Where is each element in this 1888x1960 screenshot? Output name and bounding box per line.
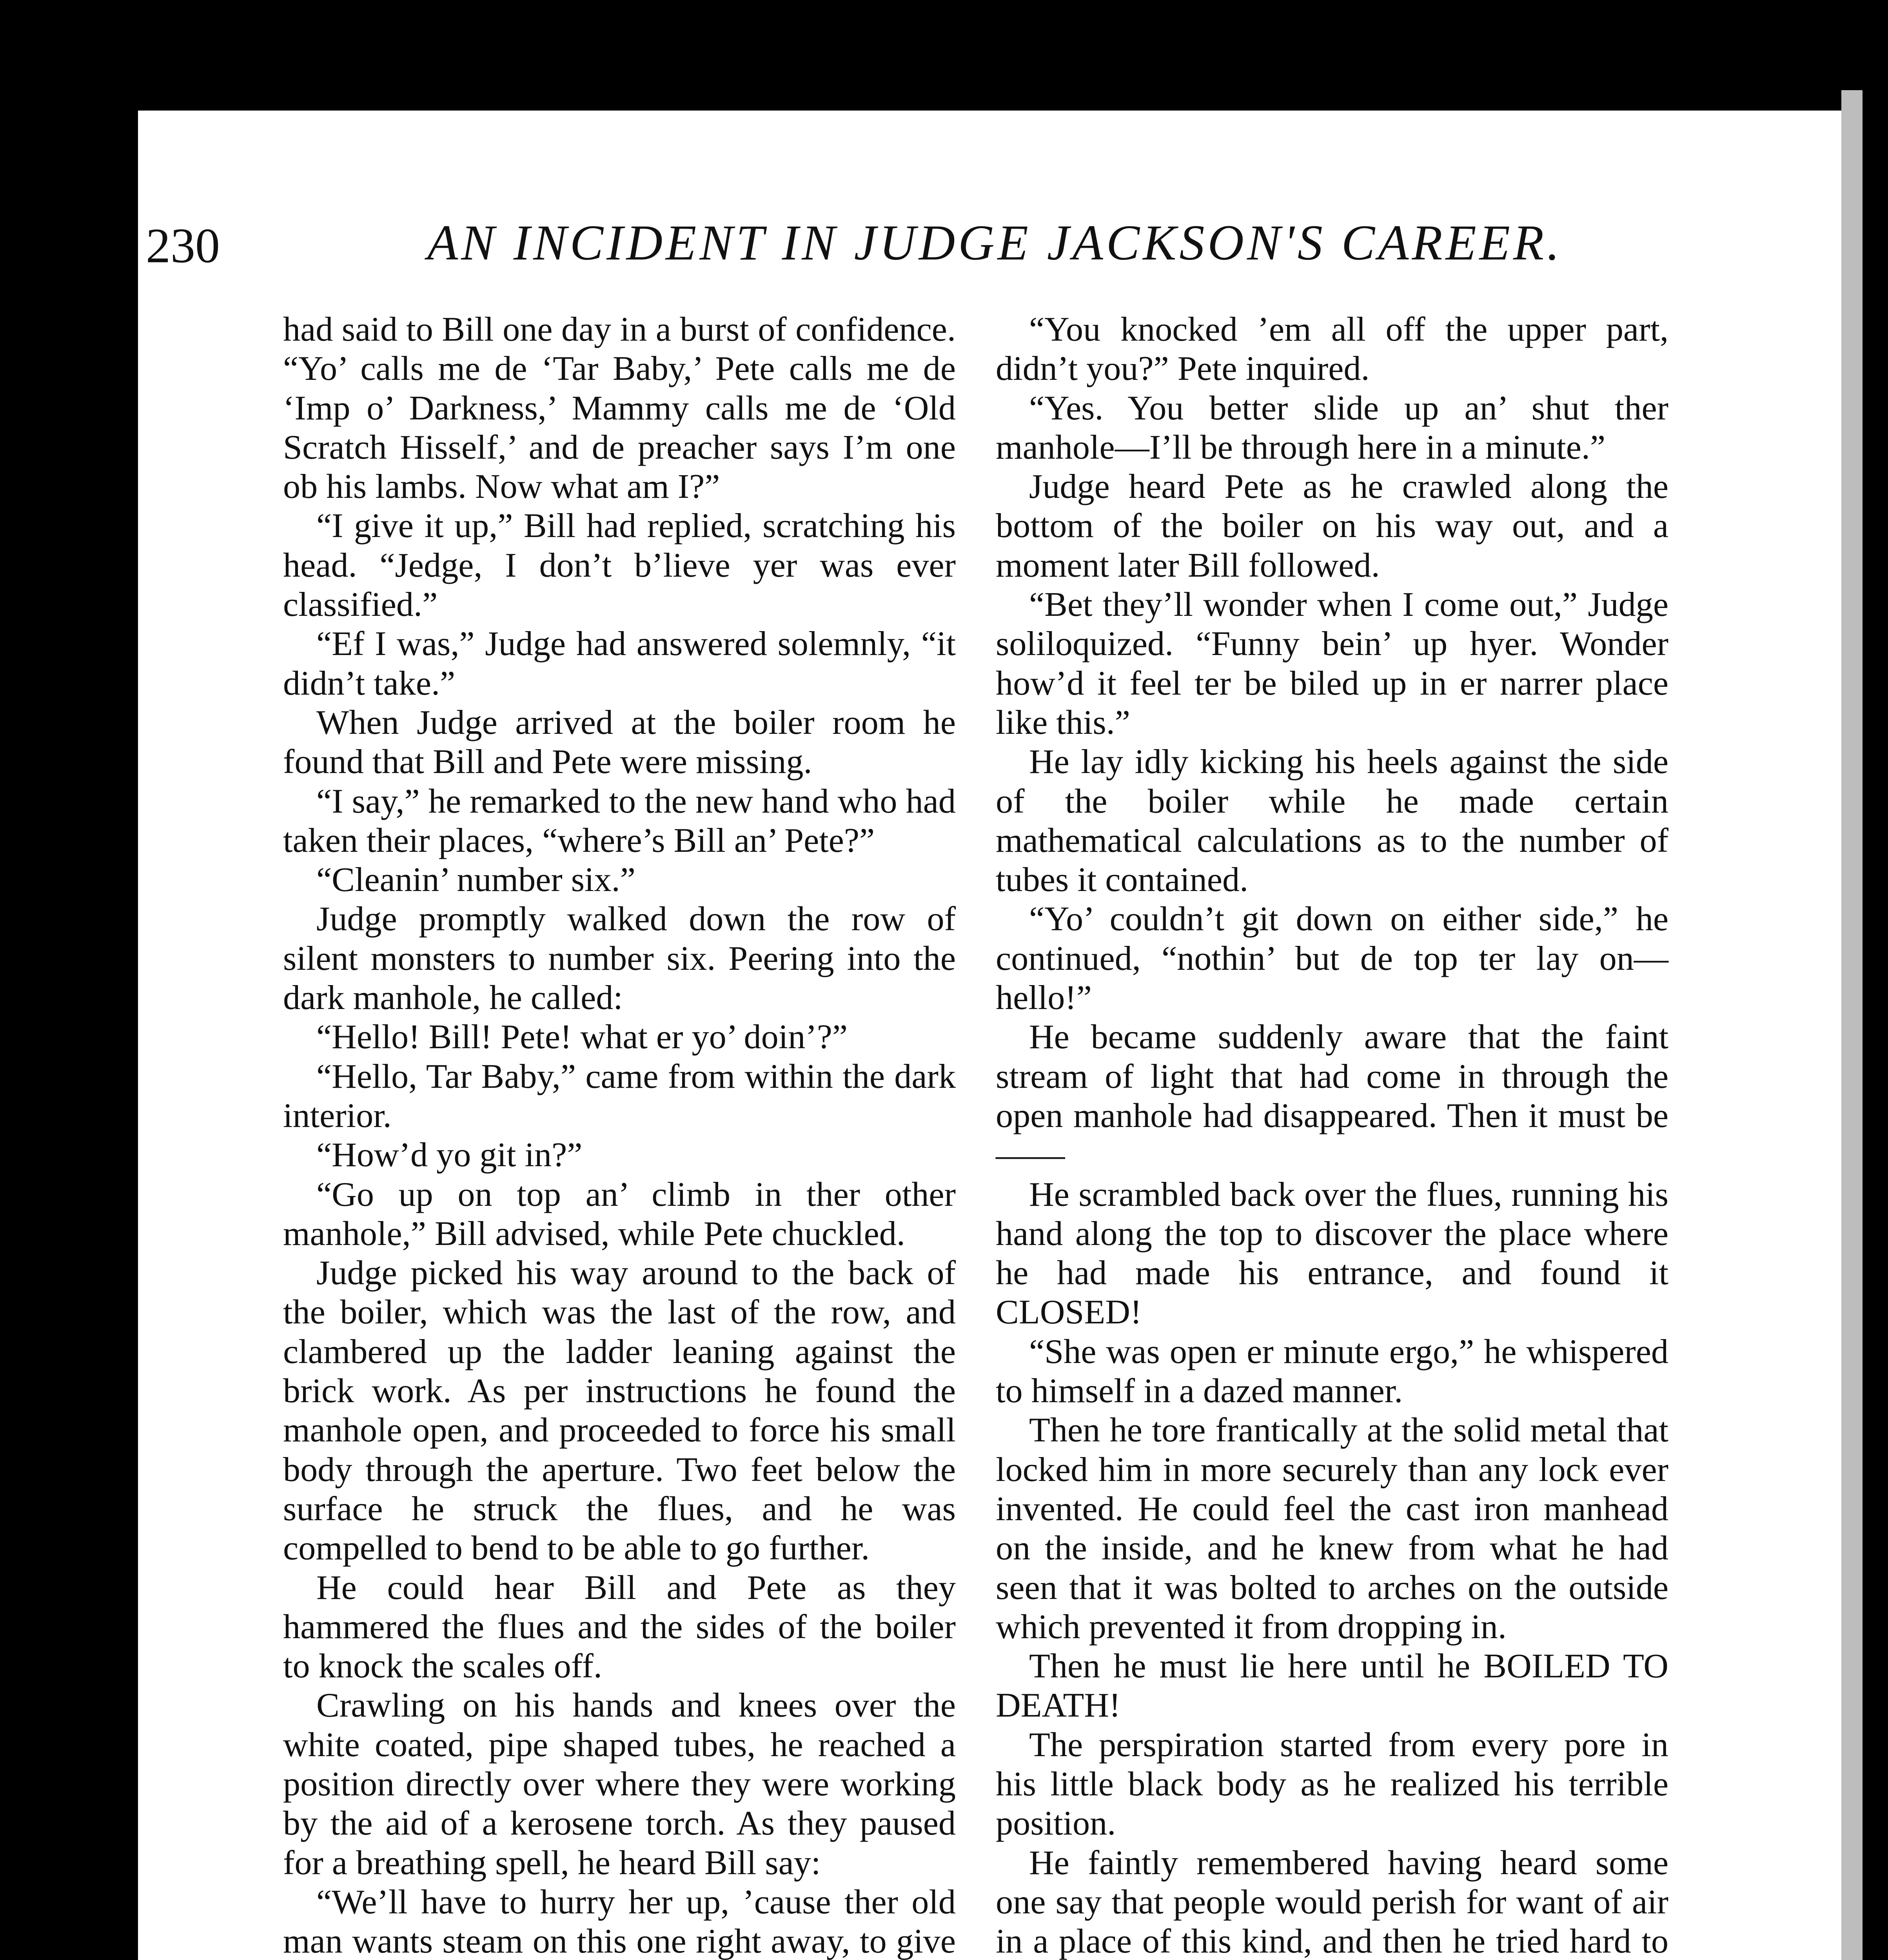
paragraph: “I give it up,” Bill had replied, scratching his head. “Jedge, I don’t b’lieve yer was ever classified.”	[283, 506, 956, 624]
paragraph: “How’d yo git in?”	[316, 1136, 583, 1174]
paragraph: “Ef I was,” Judge had answered solemnly, “it didn’t take.”	[283, 624, 956, 702]
paragraph: He faintly remembered having heard some one say that people would perish for want of air in a place of this kind, and then he tried hard to	[996, 1843, 1668, 1960]
paragraph: “Bet they’ll wonder when I come out,” Judge soliloquized. “Funny bein’ up hyer. Wonder how’d it feel ter be biled up in er narrer place like this.”	[996, 585, 1668, 742]
paragraph: Crawling on his hands and knees over the white coated, pipe shaped tubes, he reached a position directly over where they were working by the aid of a kerosene torch. As they paused for a breathing spell, he heard Bill say:	[283, 1686, 956, 1882]
paragraph: “I say,” he remarked to the new hand who had taken their places, “where’s Bill an’ Pete?”	[283, 782, 956, 860]
page-number: 230	[146, 219, 220, 273]
paragraph: “Cleanin’ number six.”	[316, 860, 635, 899]
paragraph: “We’ll have to hurry her up, ’cause ther old man wants steam on this one right away, to give	[283, 1882, 956, 1960]
paragraph: When Judge arrived at the boiler room he found that Bill and Pete were missing.	[283, 703, 956, 781]
paragraph: Judge heard Pete as he crawled along the bottom of the boiler on his way out, and a moment later Bill followed.	[996, 467, 1668, 584]
left-column	[283, 310, 956, 1960]
paragraph: Then he must lie here until he BOILED TO DEATH!	[996, 1647, 1668, 1725]
paragraph: He could hear Bill and Pete as they hammered the flues and the sides of the boiler to knock the scales off.	[283, 1568, 956, 1686]
paragraph: Then he tore frantically at the solid metal that locked him in more securely than any lock ever invented. He could feel the cast iron manhead on the inside, and he knew from what he had seen that it was bolted to arches on the outside which prevented it from dropping in.	[996, 1411, 1668, 1646]
paragraph: Judge promptly walked down the row of silent monsters to number six. Peering into the dark manhole, he called:	[283, 900, 956, 1017]
paragraph: He lay idly kicking his heels against the side of the boiler while he made certain mathematical calculations as to the number of tubes it contained.	[996, 742, 1668, 899]
paragraph: “Hello! Bill! Pete! what er yo’ doin’?”	[316, 1018, 848, 1056]
paragraph: “You knocked ’em all off the upper part, didn’t you?” Pete inquired.	[996, 310, 1668, 388]
paragraph: “Hello, Tar Baby,” came from within the dark interior.	[283, 1057, 956, 1135]
right-column	[996, 310, 1668, 1960]
paragraph: had said to Bill one day in a burst of confidence. “Yo’ calls me de ‘Tar Baby,’ Pete calls me de ‘Imp o’ Darkness,’ Mammy calls me de ‘Old Scratch Hisself,’ and de preacher says I’m one ob his lambs. Now what am I?”	[283, 310, 956, 506]
paragraph: “Yes. You better slide up an’ shut ther manhole—I’ll be through here in a minute.”	[996, 388, 1668, 466]
running-title: AN INCIDENT IN JUDGE JACKSON'S CAREER.	[427, 215, 1563, 270]
page-edge	[1841, 90, 1863, 1960]
paragraph: Judge picked his way around to the back of the boiler, which was the last of the row, and clambered up the ladder leaning against the brick work. As per instructions he found the manhole open, and proceeded to force his small body through the aperture. Two feet below the surface he struck the flues, and he was compelled to bend to be able to go further.	[283, 1254, 956, 1568]
paragraph: The perspiration started from every pore in his little black body as he realized his terrible position.	[996, 1725, 1668, 1843]
paragraph: He became suddenly aware that the faint stream of light that had come in through the open manhole had disappeared. Then it must be ——	[996, 1018, 1668, 1174]
paragraph: “She was open er minute ergo,” he whispered to himself in a dazed manner.	[996, 1332, 1668, 1410]
paragraph: “Go up on top an’ climb in ther other manhole,” Bill advised, while Pete chuckled.	[283, 1175, 956, 1253]
paragraph: “Yo’ couldn’t git down on either side,” he continued, “nothin’ but de top ter lay on—hello!”	[996, 900, 1668, 1017]
paragraph: He scrambled back over the flues, running his hand along the top to discover the place where he had made his entrance, and found it CLOSED!	[996, 1175, 1668, 1332]
